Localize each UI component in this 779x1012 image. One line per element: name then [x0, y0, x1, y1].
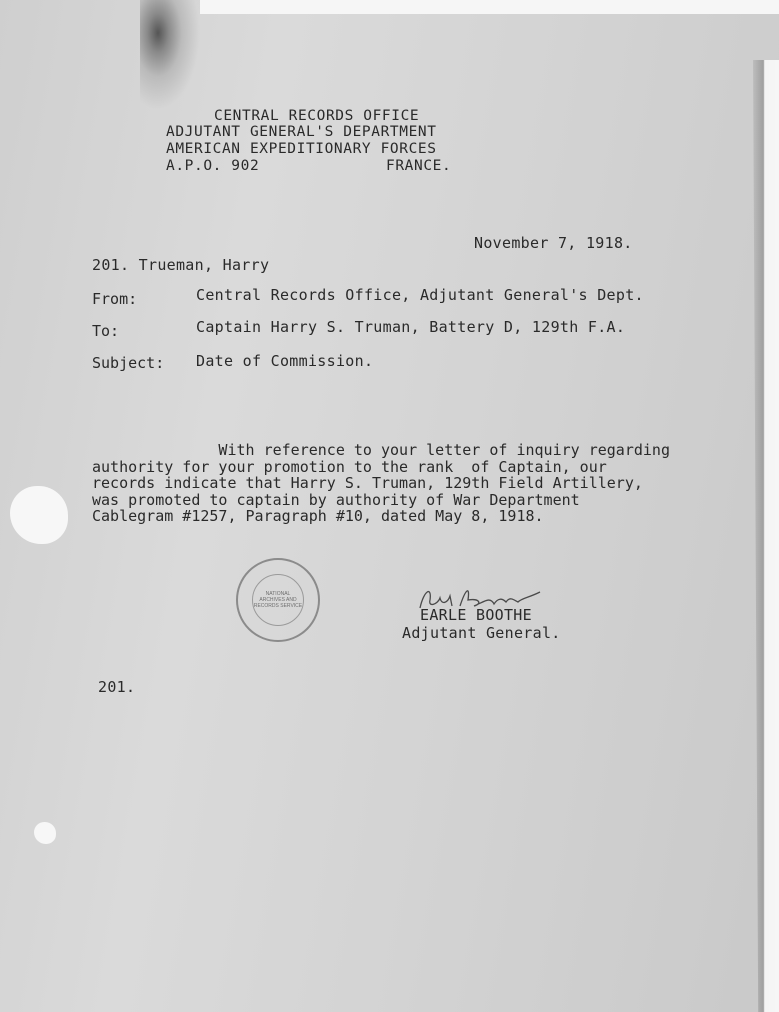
- header-department: ADJUTANT GENERAL'S DEPARTMENT: [166, 124, 437, 140]
- signatory-name: EARLE BOOTHE: [420, 606, 532, 624]
- footer-reference: 201.: [98, 678, 136, 696]
- paper-hole: [10, 486, 68, 544]
- body-line: authority for your promotion to the rank of Captain, our: [92, 457, 607, 476]
- subject-label: Subject:: [92, 354, 165, 372]
- body-line: With reference to your letter of inquiry regarding: [92, 441, 670, 459]
- header-apo: A.P.O. 902: [166, 158, 260, 174]
- letter-date: November 7, 1918.: [474, 234, 633, 252]
- paper-hole: [34, 822, 56, 844]
- header-office: CENTRAL RECORDS OFFICE: [214, 108, 420, 124]
- subject-value: Date of Commission.: [196, 352, 374, 370]
- header-forces: AMERICAN EXPEDITIONARY FORCES: [166, 141, 437, 157]
- background-strip: [200, 0, 779, 14]
- body-line: records indicate that Harry S. Truman, 129th Field Artillery,: [92, 474, 643, 492]
- header-country: FRANCE.: [386, 158, 452, 174]
- to-label: To:: [92, 322, 120, 340]
- archive-stamp-center: [252, 574, 304, 626]
- paper-stain: [140, 0, 200, 110]
- stamp-inner-text: NATIONAL ARCHIVES AND RECORDS SERVICE: [253, 591, 303, 609]
- signatory-title: Adjutant General.: [402, 624, 561, 642]
- from-value: Central Records Office, Adjutant General's Dept.: [196, 286, 644, 304]
- to-value: Captain Harry S. Truman, Battery D, 129th F.A.: [196, 318, 626, 336]
- body-line: Cablegram #1257, Paragraph #10, dated May 8, 1918.: [92, 507, 544, 525]
- body-line: was promoted to captain by authority of War Department: [92, 490, 580, 509]
- from-label: From:: [92, 290, 138, 308]
- letter-body: [92, 442, 670, 525]
- file-reference: 201. Trueman, Harry: [92, 256, 270, 274]
- archive-stamp: [236, 558, 320, 642]
